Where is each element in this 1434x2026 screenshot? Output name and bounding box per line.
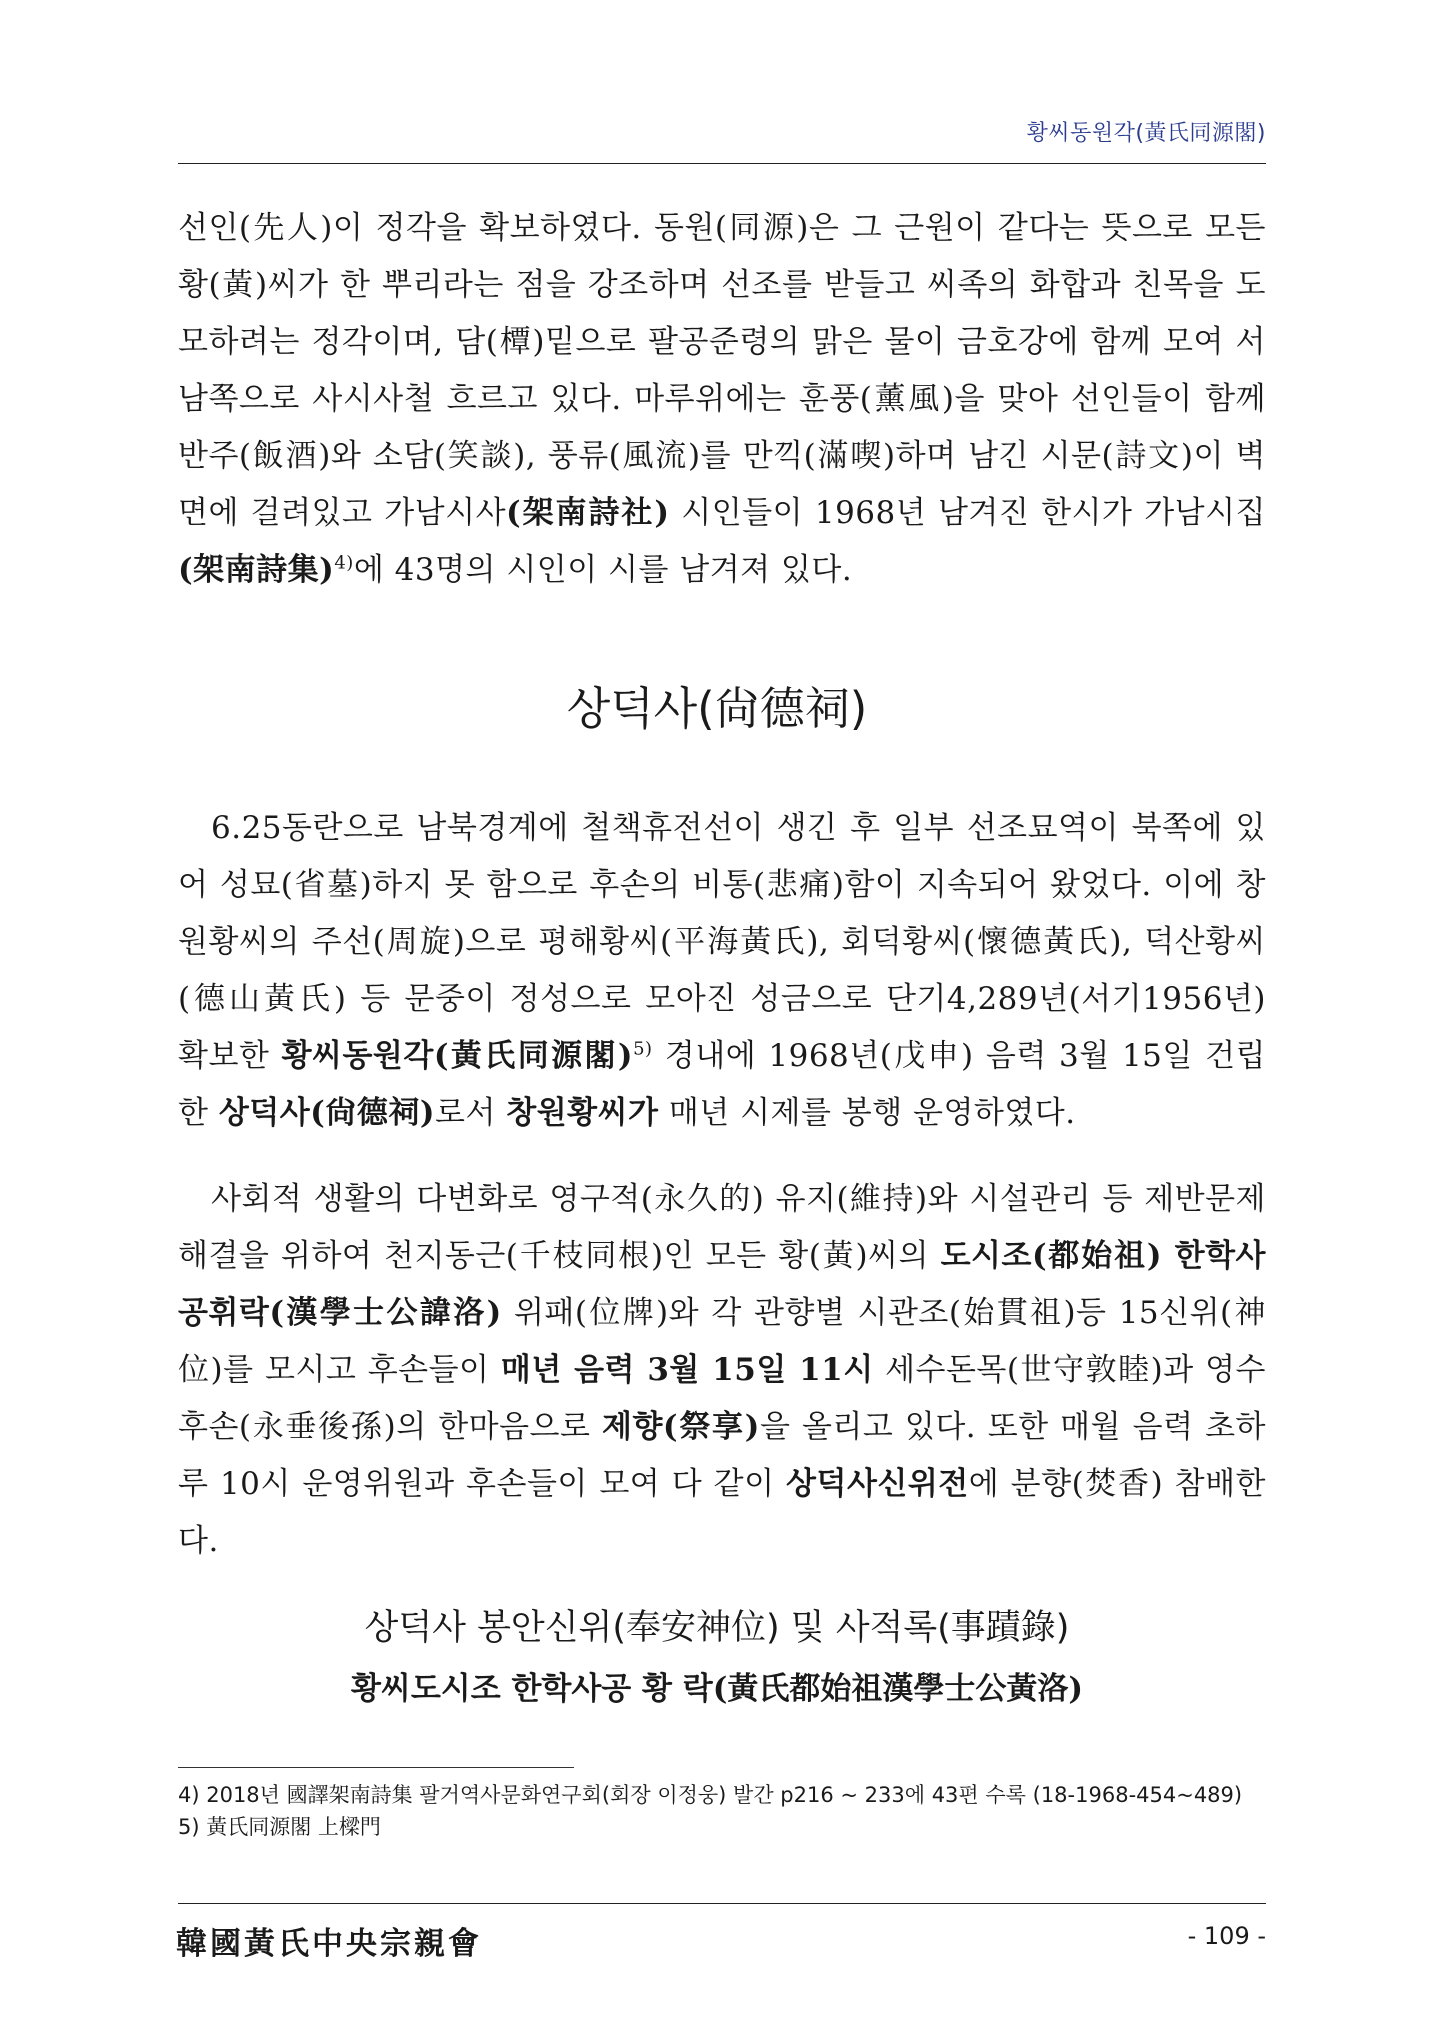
footnote-rule: [178, 1767, 574, 1768]
bold-text: 상덕사(尙德祠): [218, 1095, 435, 1131]
text: 로서: [435, 1095, 507, 1131]
text: 에 43명의 시인이 시를 남겨져 있다.: [353, 552, 853, 588]
text: 시인들이 1968년 남겨진 한시가 가남시집: [669, 495, 1267, 531]
organization-name: 韓國黃氏中央宗親會: [176, 1926, 482, 1962]
paragraph-ceremony: [178, 1171, 1266, 1570]
text: 사회적 생활의 다변화로 영구적(永久的) 유지(維持)와 시설관리 등 제반문제해결을 위하여 천지동근(千枝同根)인 모든 황(黃)씨의: [178, 1181, 1266, 1274]
section-title: 상덕사(尙德祠): [566, 682, 868, 735]
subsection-title: 상덕사 봉안신위(奉安神位) 및 사적록(事蹟錄): [364, 1608, 1070, 1648]
bold-text: 창원황씨가: [506, 1095, 659, 1131]
page-number: - 109 -: [1187, 1922, 1266, 1950]
text: 선인(先人)이 정각을 확보하였다. 동원(同源)은 그 근원이 같다는 뜻으로 모든 황(黃)씨가 한 뿌리라는 점을 강조하며 선조를 받들고 씨족의 화합과 친목을 도모하려는 정각이며, 담(橝)밑으로 팔공준령의 맑은 물이 금호강에 함께 모여 서남쪽으로 사시사철 흐르고 있다. 마루위에는 훈풍(薰風)을 맞아 선인들이 함께 반주(飯酒)와 소담(笑談), 풍류(風流)를 만끽(滿喫)하며 남긴 시문(詩文)이 벽면에 걸려있고 가남시사: [178, 210, 1266, 531]
footnote-ref-4[interactable]: 4): [334, 552, 354, 574]
footnote-ref-5[interactable]: 5): [633, 1038, 653, 1060]
bold-text: 황씨동원각(黃氏同源閣): [281, 1038, 634, 1074]
bold-text: 도시조(都始祖) 한학사공휘락(漢學士公諱洛): [178, 1238, 1267, 1331]
bold-text: 매년 음력 3월 15일 11시: [500, 1352, 874, 1388]
text: 매년 시제를 봉행 운영하였다.: [658, 1095, 1076, 1131]
text: 에 분향(焚香) 참배한다.: [178, 1466, 1267, 1559]
bold-text: (架南詩社): [506, 495, 670, 531]
text: 6.25동란으로 남북경계에 철책휴전선이 생긴 후 일부 선조묘역이 북쪽에 있어 성묘(省墓)하지 못 함으로 후손의 비통(悲痛)함이 지속되어 왔었다. 이에 창원황씨의 주선(周旋)으로 평해황씨(平海黃氏), 회덕황씨(懷德黃氏), 덕산황씨(德山黃氏) 등 문중이 정성으로 모아진 성금으로 단기4,289년(서기1956년) 확보한: [178, 810, 1266, 1074]
paragraph-history: [178, 800, 1266, 1142]
subsection-subtitle: 황씨도시조 한학사공 황 락(黃氏都始祖漢學士公黃洛): [350, 1671, 1084, 1707]
bold-text: (架南詩集): [178, 552, 335, 588]
text: 경내에 1968년(戊申) 음력 3월 15일 건립한: [178, 1038, 1266, 1131]
text: 을 올리고 있다. 또한 매월 음력 초하루 10시 운영위원과 후손들이 모여 다 같이: [178, 1409, 1266, 1502]
header-rule: [178, 163, 1266, 164]
bold-text: 제향(祭享): [602, 1409, 760, 1445]
paragraph-gaknam: [178, 200, 1266, 599]
bold-text: 상덕사신위전: [786, 1466, 969, 1502]
text: 세수돈목(世守敦睦)과 영수후손(永垂後孫)의 한마음으로: [178, 1352, 1266, 1445]
text: 위패(位牌)와 각 관향별 시관조(始貫祖)등 15신위(神位)를 모시고 후손들이: [178, 1295, 1266, 1388]
footnote-5: 5) 黃氏同源閣 上樑門: [178, 1815, 381, 1839]
footer-rule: [178, 1903, 1266, 1904]
footnote-4: 4) 2018년 國譯架南詩集 팔거역사문화연구회(회장 이정웅) 발간 p216 ~ 233에 43편 수록 (18-1968-454~489): [178, 1783, 1243, 1807]
footnote-list: [178, 1779, 1278, 1843]
running-header: 황씨동원각(黃氏同源閣): [1026, 121, 1266, 146]
